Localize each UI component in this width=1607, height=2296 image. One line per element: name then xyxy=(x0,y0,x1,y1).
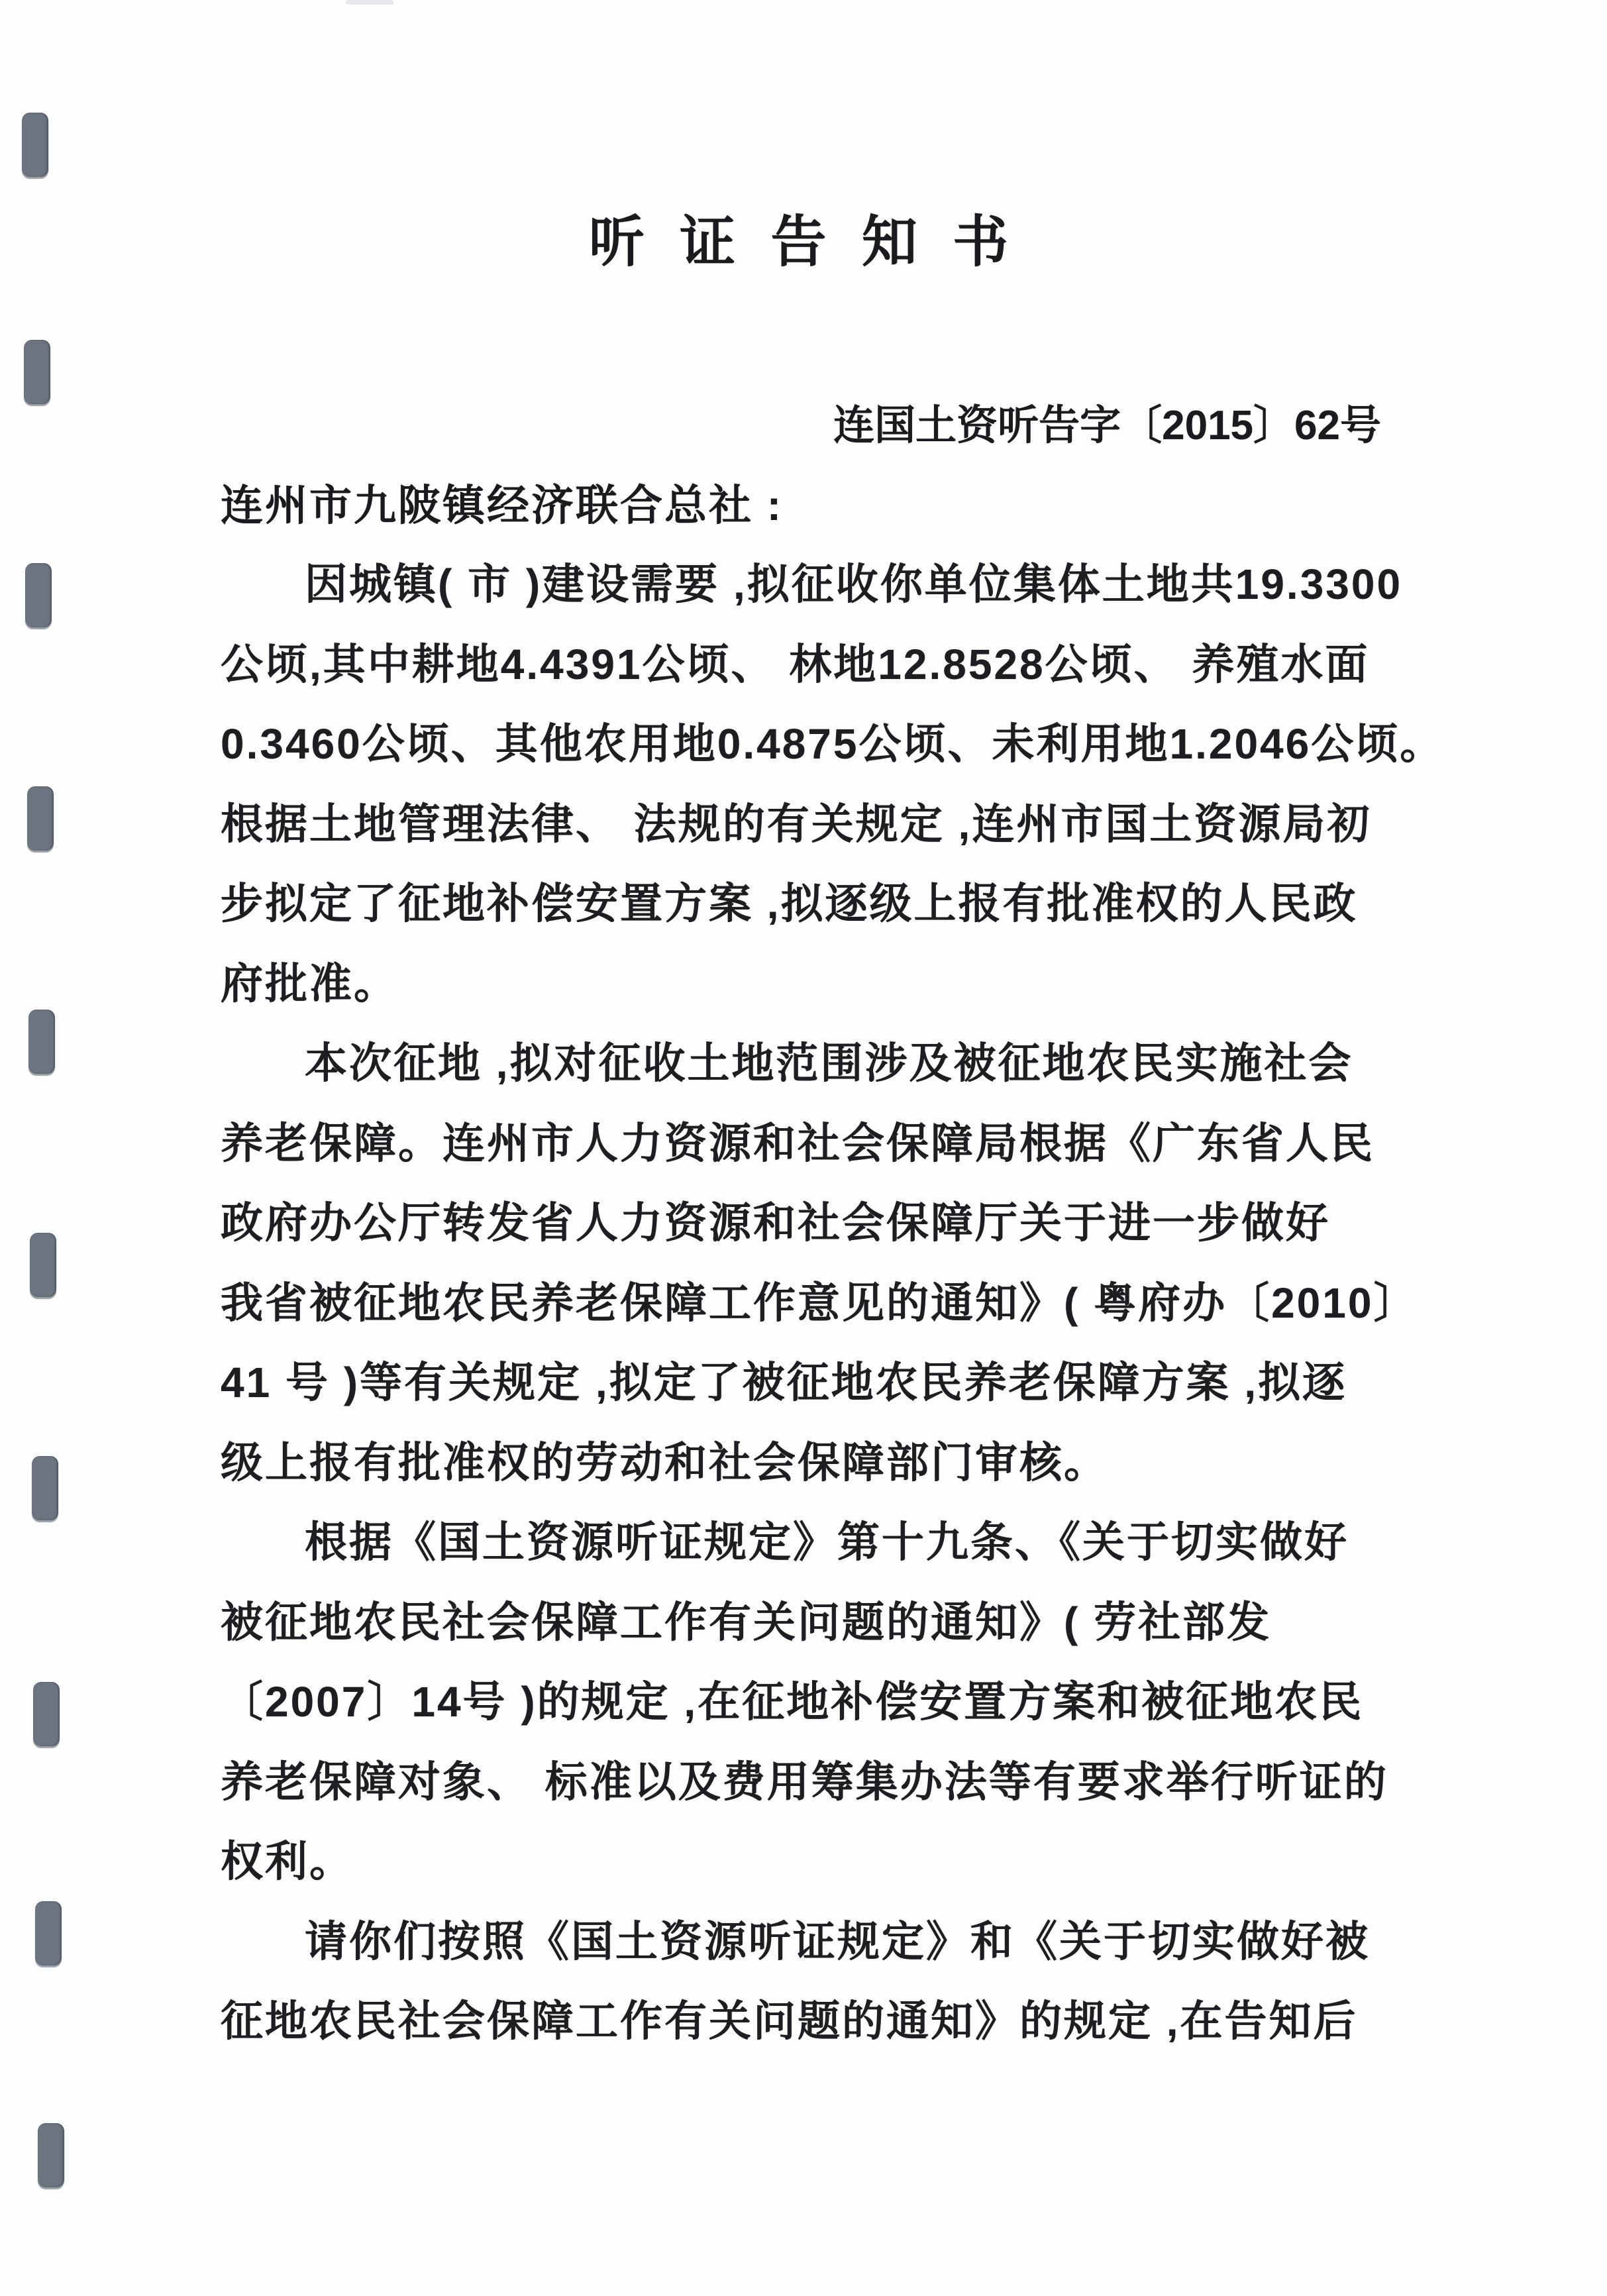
body-line: 我省被征地农民养老保障工作意见的通知》( 粤府办〔2010〕 xyxy=(221,1279,1418,1327)
body-line: 本次征地 ,拟对征收土地范围涉及被征地农民实施社会 xyxy=(305,1039,1353,1087)
binding-hole-mark xyxy=(32,1456,58,1520)
document-number: 连国土资听告字〔2015〕62号 xyxy=(833,403,1381,448)
binding-hole-mark xyxy=(38,2123,64,2187)
body-line: 府批准。 xyxy=(221,960,398,1008)
body-line: 养老保障。连州市人力资源和社会保障局根据《广东省人民 xyxy=(221,1120,1374,1167)
binding-hole-mark xyxy=(24,340,50,404)
body-line: 0.3460公顷、其他农用地0.4875公顷、未利用地1.2046公顷。 xyxy=(221,720,1445,768)
page-title: 听 证 告 知 书 xyxy=(588,211,1019,273)
body-line: 41 号 )等有关规定 ,拟定了被征地农民养老保障方案 ,拟逐 xyxy=(221,1359,1347,1406)
body-line: 步拟定了征地补偿安置方案 ,拟逐级上报有批准权的人民政 xyxy=(221,880,1358,927)
body-line: 根据《国土资源听证规定》第十九条、《关于切实做好 xyxy=(305,1518,1349,1566)
body-line: 公顷,其中耕地4.4391公顷、 林地12.8528公顷、 养殖水面 xyxy=(221,641,1370,688)
body-line: 级上报有批准权的劳动和社会保障部门审核。 xyxy=(221,1439,1108,1487)
body-line: 被征地农民社会保障工作有关问题的通知》( 劳社部发 xyxy=(221,1598,1272,1646)
body-line: 政府办公厅转发省人力资源和社会保障厅关于进一步做好 xyxy=(221,1199,1330,1247)
body-line: 根据土地管理法律、 法规的有关规定 ,连州市国土资源局初 xyxy=(221,800,1372,848)
binding-hole-mark xyxy=(35,1901,62,1965)
body-line: 因城镇( 市 )建设需要 ,拟征收你单位集体土地共19.3300 xyxy=(305,560,1403,608)
scan-smudge-mark xyxy=(346,0,393,5)
addressee-line: 连州市九陂镇经济联合总社 : xyxy=(221,482,784,529)
binding-hole-mark xyxy=(30,1233,56,1297)
binding-hole-mark xyxy=(25,563,52,627)
body-line: 〔2007〕14号 )的规定 ,在征地补偿安置方案和被征地农民 xyxy=(221,1678,1364,1726)
body-line: 养老保障对象、 标准以及费用筹集办法等有要求举行听证的 xyxy=(221,1758,1388,1806)
binding-hole-mark xyxy=(28,1010,55,1074)
body-line: 征地农民社会保障工作有关问题的通知》的规定 ,在告知后 xyxy=(221,1997,1358,2045)
binding-hole-mark xyxy=(33,1682,60,1746)
body-line: 权利。 xyxy=(221,1838,354,1885)
body-line: 请你们按照《国土资源听证规定》和《关于切实做好被 xyxy=(305,1918,1370,1965)
binding-hole-mark xyxy=(27,786,54,851)
binding-hole-mark xyxy=(22,113,48,177)
